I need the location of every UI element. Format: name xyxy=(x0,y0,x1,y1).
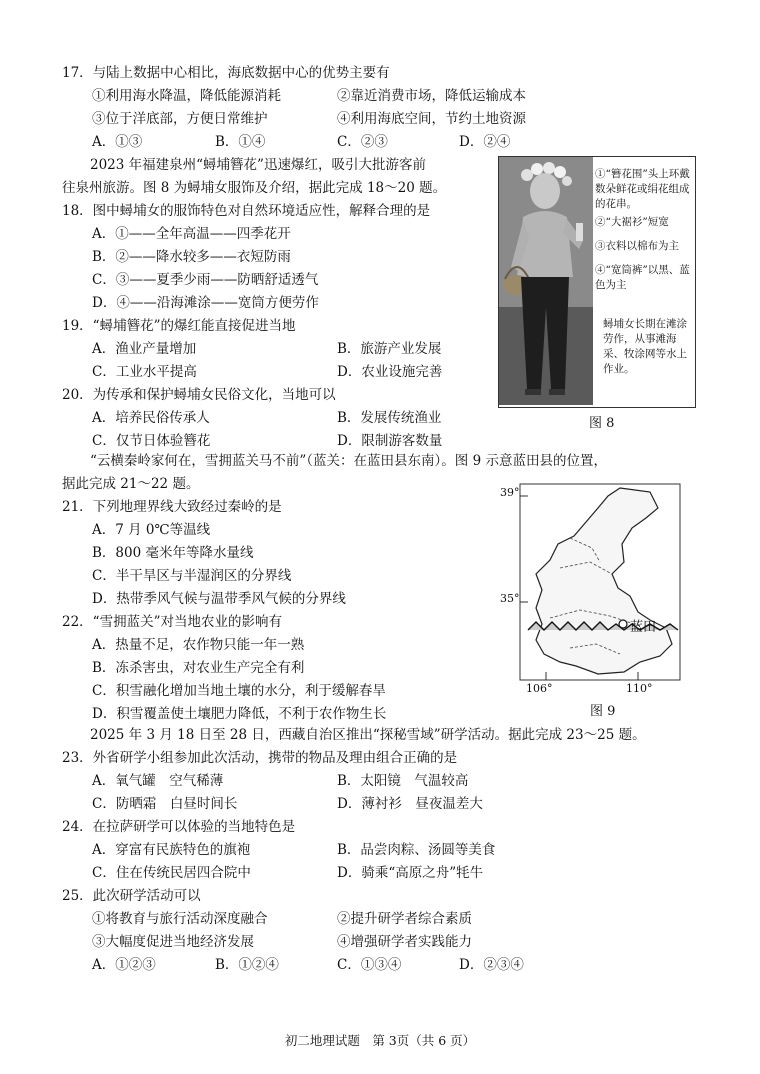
q20-option-c: C．仅节日体验簪花 xyxy=(92,433,211,449)
q18-option-b: B．②——降水较多——衣短防雨 xyxy=(92,249,291,265)
q17-option-d: D．②④ xyxy=(459,134,511,150)
xunpu-woman-photo xyxy=(499,157,593,405)
q21-stem: 21．下列地理界线大致经过秦岭的是 xyxy=(62,499,282,515)
page-footer: 初二地理试题 第 3页（共 6 页） xyxy=(284,1033,476,1048)
longitude-110-label: 110° xyxy=(626,682,653,695)
q25-option-c: C．①③④ xyxy=(337,957,402,973)
figure-8-panel xyxy=(498,156,696,408)
q24-option-d: D．骑乘“高原之舟”牦牛 xyxy=(337,865,484,881)
q20-stem: 20．为传承和保护蟳埔女民俗文化，当地可以 xyxy=(62,387,336,403)
q25-statement-4: ④增强研学者实践能力 xyxy=(337,934,472,950)
longitude-106-label: 106° xyxy=(526,682,553,695)
q19-option-c: C．工业水平提高 xyxy=(92,364,197,380)
figure-8-caption: 图 8 xyxy=(589,416,615,431)
q19-option-b: B．旅游产业发展 xyxy=(337,341,442,357)
q19-option-a: A．渔业产量增加 xyxy=(92,341,197,357)
q18-stem: 18．图中蟳埔女的服饰特色对自然环境适应性，解释合理的是 xyxy=(62,203,431,219)
q25-option-b: B．①②④ xyxy=(215,957,279,973)
annotation-hairpiece: ①“簪花围”头上环戴数朵鲜花或绢花组成的花串。 xyxy=(595,168,690,210)
q21-option-c: C．半干旱区与半湿润区的分界线 xyxy=(92,568,292,584)
q25-option-a: A．①②③ xyxy=(92,957,156,973)
q25-statement-2: ②提升研学者综合素质 xyxy=(337,911,472,927)
q21-option-b: B．800 毫米年等降水量线 xyxy=(92,545,254,561)
intro-18-line-1: 2023 年福建泉州“蟳埔簪花”迅速爆红，吸引大批游客前 xyxy=(90,157,426,173)
q17-option-b: B．①④ xyxy=(215,134,266,150)
annotation-trousers: ④“宽筒裤”以黑、蓝色为主 xyxy=(595,264,690,291)
latitude-35-label: 35° xyxy=(500,592,520,605)
q23-option-c: C．防晒霜 白昼时间长 xyxy=(92,796,238,812)
q17-stem: 17．与陆上数据中心相比，海底数据中心的优势主要有 xyxy=(62,65,390,81)
q18-option-a: A．①——全年高温——四季花开 xyxy=(92,226,291,242)
latitude-39-label: 39° xyxy=(500,486,520,499)
q17-statement-3: ③位于洋底部，方便日常维护 xyxy=(92,111,268,127)
q25-stem: 25．此次研学活动可以 xyxy=(62,888,201,904)
q18-option-d: D．④——沿海滩涂——宽筒方便劳作 xyxy=(92,295,319,311)
q22-option-c: C．积雪融化增加当地土壤的水分，利于缓解春旱 xyxy=(92,683,386,699)
q24-option-b: B．品尝肉粽、汤圆等美食 xyxy=(337,842,496,858)
figure-9-map xyxy=(500,478,690,696)
q17-statement-2: ②靠近消费市场，降低运输成本 xyxy=(337,88,526,104)
q22-option-b: B．冻杀害虫，对农业生产完全有利 xyxy=(92,660,305,676)
annotation-jacket: ②“大裾衫”短宽 xyxy=(595,216,669,228)
intro-18-line-2: 往泉州旅游。图 8 为蟳埔女服饰及介绍，据此完成 18～20 题。 xyxy=(62,180,447,196)
q24-stem: 24．在拉萨研学可以体验的当地特色是 xyxy=(62,819,296,835)
q23-option-b: B．太阳镜 气温较高 xyxy=(337,773,469,789)
q24-option-a: A．穿富有民族特色的旗袍 xyxy=(92,842,251,858)
q21-option-d: D．热带季风气候与温带季风气候的分界线 xyxy=(92,591,346,607)
q25-statement-1: ①将教育与旅行活动深度融合 xyxy=(92,911,268,927)
q19-option-d: D．农业设施完善 xyxy=(337,364,443,380)
q22-option-d: D．积雪覆盖使土壤肥力降低，不利于农作物生长 xyxy=(92,706,387,722)
q17-option-c: C．②③ xyxy=(337,134,388,150)
figure-9-caption: 图 9 xyxy=(590,704,616,719)
q17-statement-1: ①利用海水降温，降低能源消耗 xyxy=(92,88,281,104)
q25-option-d: D．②③④ xyxy=(459,957,524,973)
q23-stem: 23．外省研学小组参加此次活动，携带的物品及理由组合正确的是 xyxy=(62,750,458,766)
q17-option-a: A．①③ xyxy=(92,134,143,150)
annotation-livelihood: 蟳埔女长期在滩涂劳作，从事滩海采、牧涂网等水上作业。 xyxy=(603,318,687,375)
intro-21-line-1: “云横秦岭家何在，雪拥蓝关马不前”（蓝关：在蓝田县东南）。图 9 示意蓝田县的位置， xyxy=(90,453,607,469)
q23-option-a: A．氧气罐 空气稀薄 xyxy=(92,773,224,789)
q25-statement-3: ③大幅度促进当地经济发展 xyxy=(92,934,254,950)
q20-option-b: B．发展传统渔业 xyxy=(337,410,442,426)
q20-option-a: A．培养民俗传承人 xyxy=(92,410,210,426)
q22-option-a: A．热量不足，农作物只能一年一熟 xyxy=(92,637,305,653)
q17-statement-4: ④利用海底空间，节约土地资源 xyxy=(337,111,526,127)
q18-option-c: C．③——夏季少雨——防晒舒适透气 xyxy=(92,272,319,288)
q19-stem: 19．“蟳埔簪花”的爆红能直接促进当地 xyxy=(62,318,296,334)
annotation-fabric: ③衣料以棉布为主 xyxy=(595,240,679,252)
q23-option-d: D．薄衬衫 昼夜温差大 xyxy=(337,796,483,812)
intro-23-line-1: 2025 年 3 月 18 日至 28 日，西藏自治区推出“探秘雪域”研学活动。据此完成 23～25 题。 xyxy=(90,727,646,743)
lantian-label: 蓝田 xyxy=(630,620,657,635)
q20-option-d: D．限制游客数量 xyxy=(337,433,443,449)
q24-option-c: C．住在传统民居四合院中 xyxy=(92,865,251,881)
q21-option-a: A．7 月 0℃等温线 xyxy=(92,522,211,538)
intro-21-line-2: 据此完成 21～22 题。 xyxy=(62,476,200,492)
figure-8-annotations xyxy=(595,167,691,403)
q22-stem: 22．“雪拥蓝关”对当地农业的影响有 xyxy=(62,614,282,630)
